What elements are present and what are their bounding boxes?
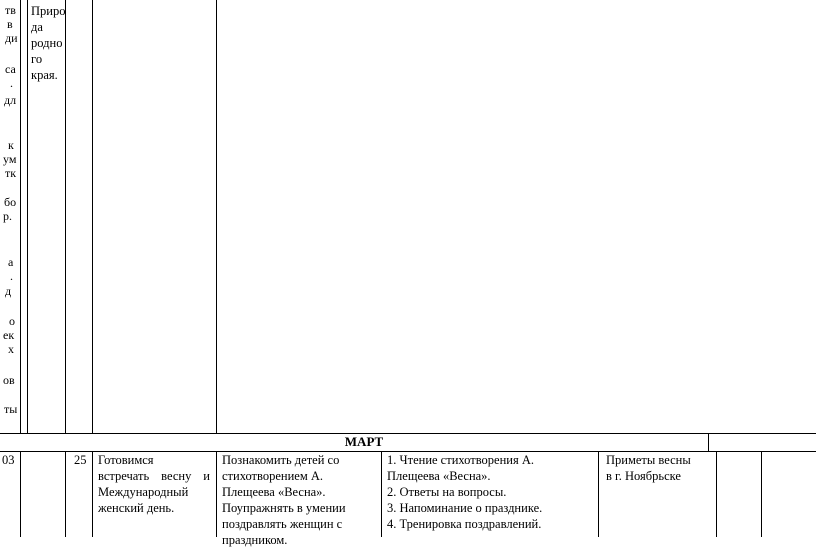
- topic-line: встречать весну и: [98, 469, 210, 483]
- theme-line: да: [31, 20, 43, 34]
- clipped-fragment: х: [8, 342, 14, 356]
- topic-line: Международный: [98, 485, 189, 499]
- clipped-fragment: дл: [4, 93, 17, 107]
- theme-line: края.: [31, 68, 58, 82]
- activity-line: Плещеева «Весна».: [387, 469, 491, 483]
- grid-march-col-2: [65, 451, 66, 537]
- grid-march-col-5: [381, 451, 382, 537]
- activity-line: 3. Напоминание о празднике.: [387, 501, 543, 515]
- grid-month-right: [708, 433, 709, 451]
- clipped-fragment: о: [9, 314, 15, 328]
- clipped-fragment: ек: [3, 328, 15, 342]
- grid-march-col-4: [216, 451, 217, 537]
- month-title: МАРТ: [344, 434, 384, 449]
- topic-line: женский день.: [98, 501, 175, 515]
- goal-line: стихотворением А.: [222, 469, 324, 483]
- clipped-fragment: а: [8, 255, 14, 269]
- grid-theme-right: [65, 0, 66, 433]
- clipped-fragment: тв: [5, 3, 16, 17]
- grid-march-col-1: [20, 451, 21, 537]
- clipped-fragment: в: [7, 17, 13, 31]
- clipped-fragment: ты: [4, 402, 18, 416]
- regional-line: в г. Ноябрьске: [606, 469, 681, 483]
- theme-line: родно: [31, 36, 63, 50]
- clipped-fragment: ов: [3, 373, 15, 387]
- clipped-fragment: р.: [3, 209, 12, 223]
- grid-col-3: [92, 0, 93, 433]
- regional-line: Приметы весны: [606, 453, 691, 467]
- clipped-fragment: ум: [3, 152, 17, 166]
- row-date-cell: 03: [2, 453, 15, 467]
- grid-march-col-8: [761, 451, 762, 537]
- clipped-fragment: тк: [5, 166, 17, 180]
- grid-march-col-6: [598, 451, 599, 537]
- activity-line: 1. Чтение стихотворения А.: [387, 453, 534, 467]
- theme-line: Приро: [31, 4, 66, 18]
- grid-march-col-3: [92, 451, 93, 537]
- clipped-fragment: .: [10, 269, 13, 283]
- theme-line: го: [31, 52, 43, 66]
- clipped-fragment: .: [10, 76, 13, 90]
- topic-line: Готовимся: [98, 453, 154, 467]
- activity-line: 4. Тренировка поздравлений.: [387, 517, 542, 531]
- clipped-fragment: к: [8, 138, 14, 152]
- clipped-fragment: бо: [4, 195, 17, 209]
- row-number-cell: 25: [74, 453, 87, 467]
- clipped-fragment: ди: [5, 31, 18, 45]
- goal-line: Поупражнять в умении: [222, 501, 346, 515]
- grid-march-col-7: [716, 451, 717, 537]
- clipped-fragment: са: [5, 62, 16, 76]
- goal-line: праздником.: [222, 533, 288, 547]
- grid-col-4: [216, 0, 217, 433]
- activity-line: 2. Ответы на вопросы.: [387, 485, 507, 499]
- goal-line: Познакомить детей со: [222, 453, 340, 467]
- goal-line: Плещеева «Весна».: [222, 485, 326, 499]
- clipped-fragment: д: [5, 284, 12, 298]
- grid-left-vertical: [20, 0, 21, 433]
- goal-line: поздравлять женщин с: [222, 517, 343, 531]
- grid-theme-left: [27, 0, 28, 433]
